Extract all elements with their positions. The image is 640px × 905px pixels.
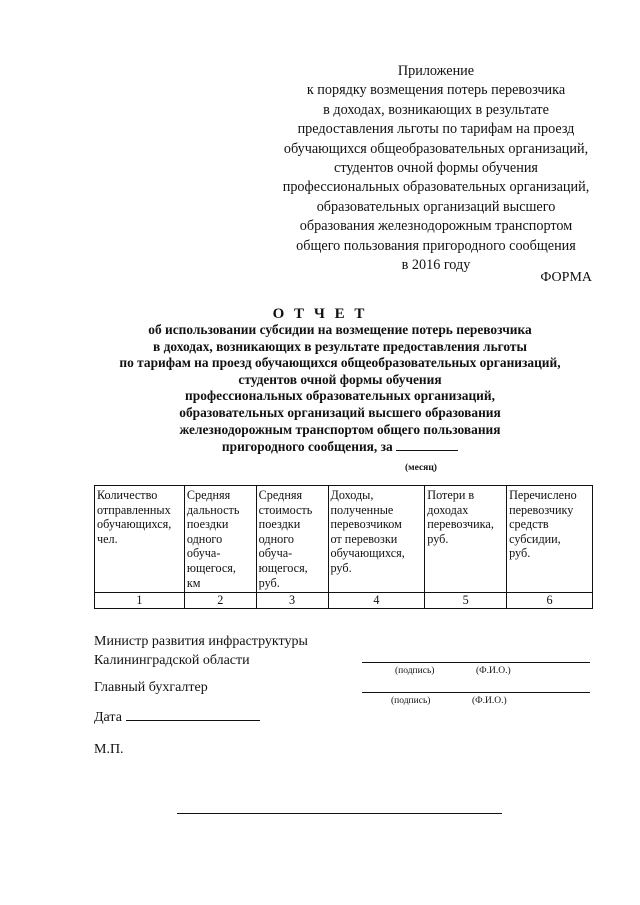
header-text: руб.	[258, 575, 280, 590]
table-header-cell	[184, 486, 256, 593]
header-text: субсидии,	[509, 531, 561, 546]
header-text: обуча-	[258, 546, 293, 561]
minister-label	[94, 632, 308, 670]
header-text: перевозчика,	[427, 517, 494, 532]
appendix-line: общего пользования пригородного сообщения	[296, 237, 576, 254]
form-label: ФОРМА	[540, 270, 592, 285]
report-subtitle	[60, 322, 620, 456]
appendix-line: в 2016 году	[401, 257, 471, 274]
column-number: 1	[95, 593, 185, 609]
header-text: ющегося,	[258, 560, 308, 575]
subtitle-line: по тарифам на проезд обучающихся общеобразовательных организаций,	[119, 355, 561, 371]
bottom-divider	[177, 813, 502, 814]
appendix-line: образовательных организаций высшего	[316, 198, 556, 215]
header-text: дальность	[186, 502, 240, 517]
date-field[interactable]	[126, 708, 260, 721]
header-text: средств	[509, 517, 549, 532]
report-table	[94, 485, 593, 609]
column-number: 2	[184, 593, 256, 609]
header-text: руб.	[427, 531, 449, 546]
appendix-line: студентов очной формы обучения	[334, 160, 538, 177]
header-text: перевозчиком	[330, 517, 402, 532]
appendix-line: обучающихся общеобразовательных организаций,	[283, 140, 589, 157]
subtitle-line: об использовании субсидии на возмещение потерь перевозчика	[148, 322, 532, 337]
table-header-cell	[328, 486, 425, 593]
subtitle-line: студентов очной формы обучения	[238, 371, 442, 387]
month-blank-field[interactable]	[396, 438, 458, 451]
header-text: руб.	[509, 546, 531, 561]
table-header-cell	[95, 486, 185, 593]
header-text: поездки	[186, 517, 229, 532]
appendix-line: в доходах, возникающих в результате	[323, 101, 549, 118]
header-text: отправленных	[97, 502, 171, 517]
date-row	[94, 708, 260, 727]
date-label: Дата	[94, 710, 122, 725]
header-text: Средняя	[258, 488, 303, 502]
signature-caption: (подпись)	[391, 696, 431, 706]
header-text: Потери в	[427, 488, 475, 502]
subtitle-line: в доходах, возникающих в результате предоставления льготы	[153, 338, 527, 354]
header-text: Доходы,	[330, 488, 374, 502]
appendix-line: образования железнодорожным транспортом	[299, 218, 573, 235]
column-number: 5	[425, 593, 507, 609]
header-text: стоимость	[258, 502, 313, 517]
table-header-cell	[425, 486, 507, 593]
subtitle-line: пригородного сообщения, за	[221, 439, 393, 455]
header-text: полученные	[330, 502, 394, 517]
header-text: перевозчику	[509, 502, 574, 517]
minister-line-2: Калининградской области	[94, 653, 250, 668]
header-text: Количество	[97, 488, 158, 502]
header-text: от перевозки	[330, 531, 398, 546]
column-number: 3	[256, 593, 328, 609]
header-text: ющегося,	[186, 560, 236, 575]
subtitle-line: профессиональных образовательных организаций,	[185, 388, 495, 404]
header-text: чел.	[97, 531, 118, 546]
accountant-signature-line[interactable]	[362, 692, 590, 693]
stamp-label: М.П.	[94, 742, 124, 757]
header-text: обуча-	[186, 546, 221, 561]
name-caption: (Ф.И.О.)	[472, 696, 507, 706]
appendix-line: Приложение	[397, 63, 475, 79]
header-text: обучающихся,	[97, 517, 172, 532]
column-number: 6	[507, 593, 593, 609]
appendix-line: к порядку возмещения потерь перевозчика	[306, 82, 566, 99]
subtitle-last-line	[60, 438, 620, 456]
month-caption: (месяц)	[405, 463, 437, 473]
appendix-header	[258, 62, 614, 275]
header-text: руб.	[330, 560, 352, 575]
name-caption: (Ф.И.О.)	[476, 666, 511, 676]
table-header-cell	[256, 486, 328, 593]
minister-line-1: Министр развития инфраструктуры	[94, 634, 308, 649]
table-row	[95, 593, 593, 609]
table-header-row	[95, 486, 593, 593]
subtitle-line: железнодорожным транспортом общего пользования	[179, 421, 501, 437]
accountant-label: Главный бухгалтер	[94, 680, 208, 695]
header-text: км	[186, 575, 201, 590]
minister-signature-line[interactable]	[362, 662, 590, 663]
header-text: Средняя	[186, 488, 231, 502]
signature-caption: (подпись)	[395, 666, 435, 676]
table-header-cell	[507, 486, 593, 593]
header-text: одного	[258, 531, 295, 546]
header-text: обучающихся,	[330, 546, 405, 561]
header-text: доходах	[427, 502, 469, 517]
appendix-line: профессиональных образовательных организаций,	[282, 179, 590, 196]
appendix-line: предоставления льготы по тарифам на проезд	[297, 121, 575, 138]
column-number: 4	[328, 593, 425, 609]
header-text: одного	[186, 531, 223, 546]
subtitle-line: образовательных организаций высшего образования	[179, 404, 501, 420]
report-title: О Т Ч Е Т	[272, 306, 368, 322]
header-text: Перечислено	[509, 488, 577, 502]
header-text: поездки	[258, 517, 301, 532]
